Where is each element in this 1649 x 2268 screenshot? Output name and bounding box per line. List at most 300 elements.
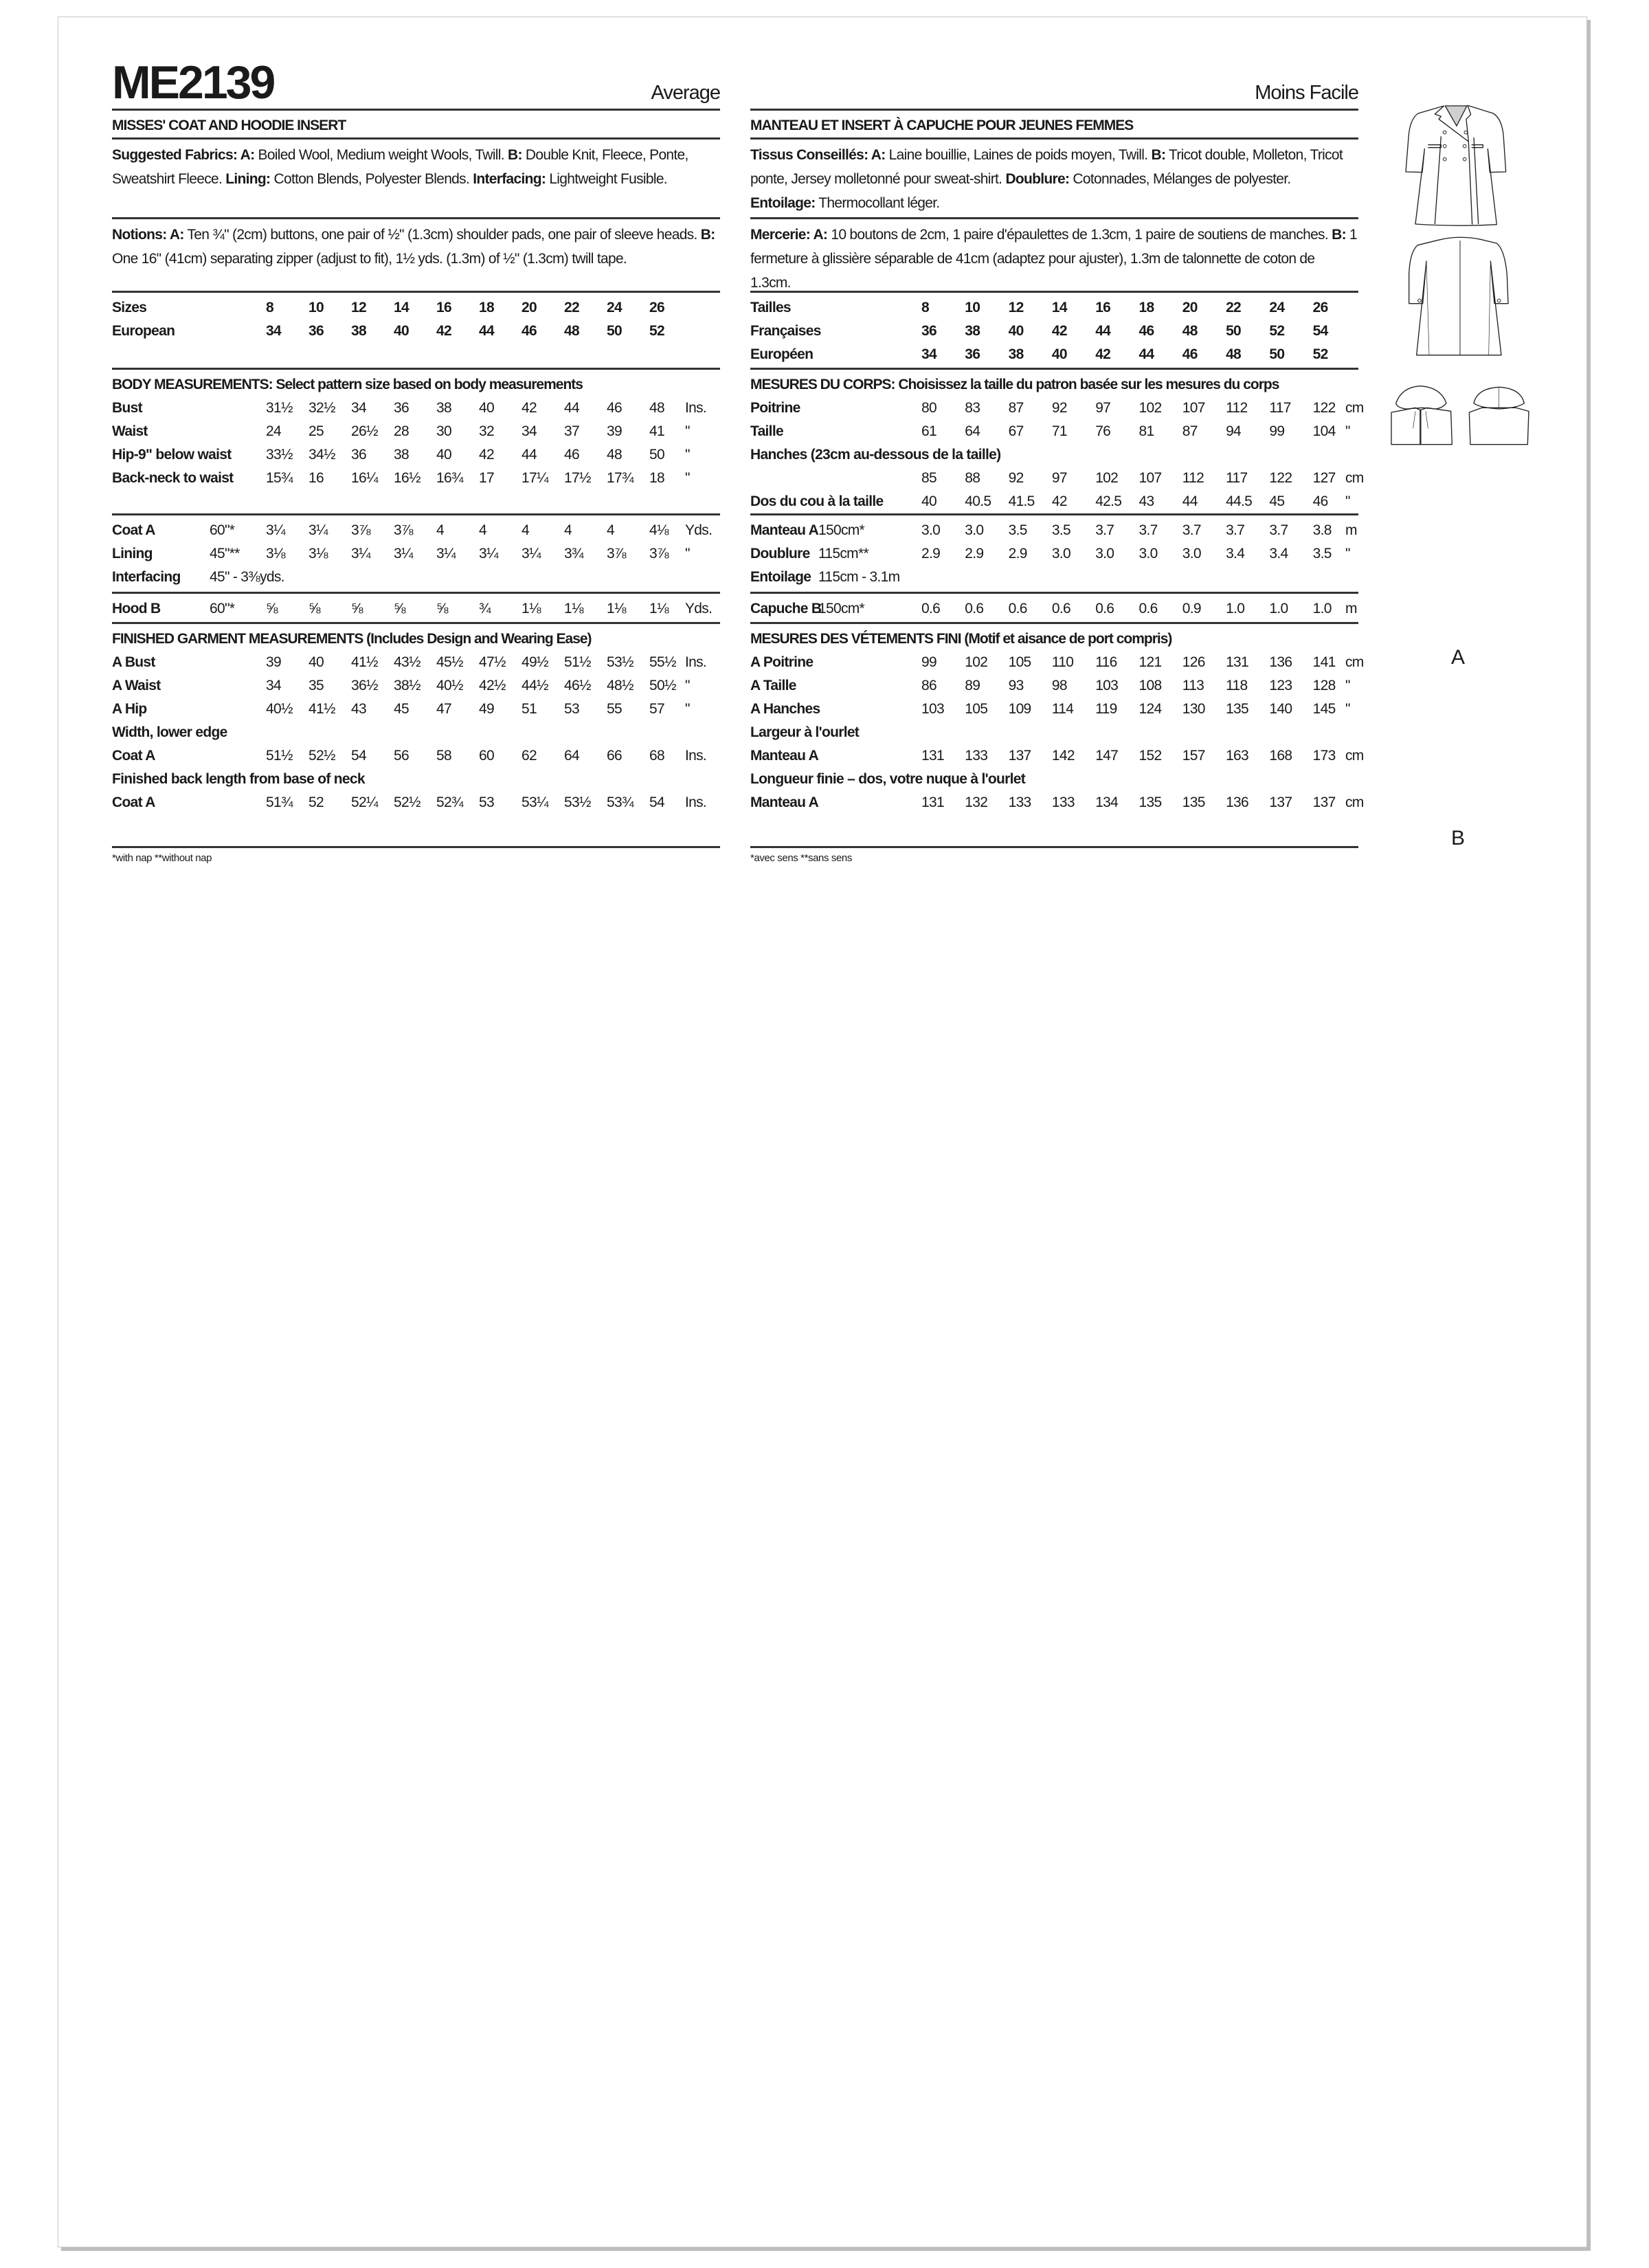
- cell-value: 110: [1051, 654, 1074, 670]
- cell-value: 130: [1182, 701, 1205, 717]
- cell-value: 50: [649, 447, 664, 463]
- cell-value: 10: [309, 300, 324, 315]
- unit: Yds.: [685, 601, 713, 616]
- cell-value: 32: [479, 423, 494, 439]
- cell-value: 133: [965, 748, 988, 764]
- field-text: One 16" (41cm) separating zipper (adjust to fit), 1½ yds. (1.3m) of ½" (1.3cm) twill tape.: [112, 251, 627, 267]
- unit: ": [685, 701, 690, 717]
- cell-value: 64: [564, 748, 579, 764]
- table-row: [112, 296, 720, 320]
- cell-value: 42: [1095, 346, 1111, 362]
- row-label: European: [112, 323, 175, 339]
- cell-value: 3.7: [1226, 522, 1245, 538]
- cell-value: 127: [1312, 470, 1336, 486]
- coat-front-drawing: [1406, 105, 1506, 225]
- cell-value: 80: [921, 400, 936, 416]
- row-values: [266, 744, 692, 768]
- finished-measurements: [112, 622, 720, 846]
- field-text: Double Knit, Fleece, Ponte, Sweatshirt Fleece.: [112, 147, 688, 187]
- cell-value: 1⅛: [649, 601, 669, 616]
- cell-value: 114: [1051, 701, 1074, 717]
- cell-value: 0.6: [1008, 601, 1027, 616]
- cell-value: 2.9: [965, 546, 984, 562]
- cell-value: 39: [607, 423, 622, 439]
- cell-value: 124: [1138, 701, 1162, 717]
- cell-value: 3.5: [1312, 546, 1332, 562]
- cell-value: 3¼: [479, 546, 498, 562]
- cell-value: 47½: [479, 654, 506, 670]
- cell-value: 3.7: [1269, 522, 1288, 538]
- cell-value: 24: [266, 423, 281, 439]
- cell-value: 34: [266, 323, 281, 339]
- cell-value: 52: [309, 794, 324, 810]
- cell-value: 16: [1095, 300, 1111, 315]
- row-label: A Poitrine: [750, 654, 814, 670]
- row-label: Bust: [112, 400, 142, 416]
- cell-value: 35: [309, 678, 324, 693]
- row-label: Lining: [112, 546, 153, 562]
- suggested-fabrics: [112, 137, 720, 217]
- row-label: Taille: [750, 423, 783, 439]
- table-row: [750, 320, 1358, 343]
- sizes-table-fr: [750, 291, 1358, 368]
- table-row: [112, 768, 720, 791]
- finished-measurements-rows-fr: [750, 651, 1364, 814]
- difficulty-level-fr: Moins Facile: [1255, 82, 1358, 104]
- cell-value: 40: [309, 654, 324, 670]
- cell-value: 94: [1226, 423, 1242, 439]
- row-values: [921, 674, 1356, 698]
- cell-value: 34: [351, 400, 366, 416]
- row-values: [921, 698, 1356, 721]
- cell-value: 3¼: [266, 522, 285, 538]
- row-label: Width, lower edge: [112, 724, 227, 740]
- cell-value: 16½: [394, 470, 420, 486]
- cell-value: 147: [1095, 748, 1119, 764]
- unit: Yds.: [685, 522, 713, 538]
- hood-yardage-fr: [750, 592, 1358, 622]
- cell-value: 103: [921, 701, 944, 717]
- sizes-table: [112, 291, 720, 368]
- cell-value: 8: [266, 300, 273, 315]
- pattern-title: MISSES' COAT AND HOODIE INSERT: [112, 118, 346, 133]
- cell-value: 0.6: [965, 601, 984, 616]
- cell-value: 40: [394, 323, 409, 339]
- english-column: [112, 0, 720, 887]
- cell-value: 40: [921, 493, 936, 509]
- cell-value: 61: [921, 423, 936, 439]
- cell-value: 43½: [394, 654, 420, 670]
- body-measurements-rows: [112, 397, 720, 490]
- cell-value: 49: [479, 701, 494, 717]
- cell-value: 40.5: [965, 493, 991, 509]
- cell-value: 53: [564, 701, 579, 717]
- unit: m: [1345, 601, 1357, 616]
- cell-value: ⅝: [351, 601, 363, 616]
- table-row: [112, 467, 720, 490]
- row-label: Waist: [112, 423, 148, 439]
- field-text: Tricot double, Molleton, Tricot ponte, Jersey molletonné pour sweat-shirt.: [750, 147, 1343, 187]
- cell-value: 46: [564, 447, 579, 463]
- row-values: [266, 397, 692, 420]
- body-measurements-header: BODY MEASUREMENTS: Select pattern size based on body measurements: [112, 377, 583, 392]
- cell-value: 54: [649, 794, 664, 810]
- cell-value: 103: [1095, 678, 1119, 693]
- cell-value: 53¼: [521, 794, 548, 810]
- row-label: Françaises: [750, 323, 821, 339]
- table-row: [750, 443, 1358, 467]
- cell-value: 16: [436, 300, 451, 315]
- cell-value: 68: [649, 748, 664, 764]
- cell-value: 18: [1138, 300, 1154, 315]
- cell-value: 107: [1138, 470, 1162, 486]
- fabric-width: 150cm*: [818, 522, 865, 538]
- cell-value: 48: [607, 447, 622, 463]
- fabric-width: 60"*: [210, 522, 235, 538]
- cell-value: 44: [564, 400, 579, 416]
- french-column: [750, 0, 1364, 887]
- cell-value: 71: [1051, 423, 1067, 439]
- cell-value: 53: [479, 794, 494, 810]
- cell-value: 52¾: [436, 794, 463, 810]
- cell-value: 41½: [309, 701, 335, 717]
- cell-value: 56: [394, 748, 409, 764]
- cell-value: 50: [607, 323, 622, 339]
- cell-value: 38: [1008, 346, 1024, 362]
- yardage-table: [112, 513, 720, 592]
- cell-value: 8: [921, 300, 929, 315]
- cell-value: 62: [521, 748, 537, 764]
- cell-value: 3.4: [1226, 546, 1245, 562]
- cell-value: 2.9: [921, 546, 941, 562]
- cell-value: 85: [921, 470, 936, 486]
- footnote: *with nap **without nap: [112, 846, 720, 887]
- cell-value: 46: [1182, 346, 1198, 362]
- cell-value: 0.6: [1138, 601, 1158, 616]
- cell-value: 52: [649, 323, 664, 339]
- cell-value: 49½: [521, 654, 548, 670]
- cell-value: 92: [1051, 400, 1067, 416]
- cell-value: 52¼: [351, 794, 378, 810]
- table-row: [750, 420, 1358, 443]
- row-values: [921, 791, 1356, 814]
- row-values: [921, 744, 1356, 768]
- cell-value: 44: [1138, 346, 1154, 362]
- cell-value: 98: [1051, 678, 1067, 693]
- cell-value: 112: [1182, 470, 1204, 486]
- field-label: Suggested Fabrics: A:: [112, 147, 255, 163]
- cell-value: 99: [921, 654, 936, 670]
- fabric-width: 150cm*: [818, 601, 865, 616]
- cell-value: 54: [1312, 323, 1328, 339]
- cell-value: 42: [521, 400, 537, 416]
- cell-value: 40: [1051, 346, 1067, 362]
- cell-value: 17¾: [607, 470, 633, 486]
- unit: ": [685, 546, 690, 562]
- cell-value: 117: [1226, 470, 1248, 486]
- cell-value: 36: [351, 447, 366, 463]
- cell-value: 44: [479, 323, 494, 339]
- unit: Ins.: [685, 400, 707, 416]
- cell-value: 46: [607, 400, 622, 416]
- finished-measurements-header: FINISHED GARMENT MEASUREMENTS (Includes Design and Wearing Ease): [112, 631, 592, 647]
- table-row: [750, 566, 1358, 589]
- field-text: Cotonnades, Mélanges de polyester.: [1069, 171, 1291, 187]
- cell-value: 48½: [607, 678, 633, 693]
- cell-value: 137: [1008, 748, 1031, 764]
- cell-value: 1.0: [1269, 601, 1288, 616]
- cell-value: 22: [1226, 300, 1242, 315]
- cell-value: 108: [1138, 678, 1162, 693]
- body-measurements-header-fr: MESURES DU CORPS: Choisissez la taille du patron basée sur les mesures du corps: [750, 377, 1279, 392]
- unit: Ins.: [685, 794, 707, 810]
- cell-value: 53½: [607, 654, 633, 670]
- cell-value: 17½: [564, 470, 591, 486]
- cell-value: 3¼: [394, 546, 413, 562]
- cell-value: 67: [1008, 423, 1024, 439]
- table-row: [112, 320, 720, 343]
- cell-value: 1⅛: [564, 601, 583, 616]
- cell-value: 123: [1269, 678, 1292, 693]
- cell-value: 14: [1051, 300, 1067, 315]
- unit: cm: [1345, 470, 1364, 486]
- table-row: [750, 490, 1358, 513]
- cell-value: 15¾: [266, 470, 293, 486]
- cell-value: 40: [479, 400, 494, 416]
- cell-value: ⅝: [309, 601, 320, 616]
- row-values: [266, 542, 692, 566]
- cell-value: 12: [351, 300, 366, 315]
- cell-value: 113: [1182, 678, 1204, 693]
- cell-value: 86: [921, 678, 936, 693]
- table-row: [750, 674, 1358, 698]
- cell-value: 119: [1095, 701, 1117, 717]
- field-label: B:: [1332, 227, 1346, 243]
- unit: ": [685, 678, 690, 693]
- cell-value: 133: [1051, 794, 1075, 810]
- table-row: [750, 721, 1358, 744]
- cell-value: 38: [394, 447, 409, 463]
- row-values: [266, 698, 692, 721]
- cell-value: 53½: [564, 794, 591, 810]
- cell-value: ⅝: [394, 601, 405, 616]
- cell-value: 2.9: [1008, 546, 1027, 562]
- cell-value: 64: [965, 423, 980, 439]
- row-values: [266, 519, 692, 542]
- cell-value: 3.0: [1138, 546, 1158, 562]
- cell-value: 104: [1312, 423, 1336, 439]
- cell-value: 102: [1138, 400, 1162, 416]
- cell-value: 81: [1138, 423, 1154, 439]
- table-row: [750, 651, 1364, 674]
- cell-value: 105: [1008, 654, 1031, 670]
- field-label: Notions: A:: [112, 227, 184, 243]
- hood-yardage: [112, 592, 720, 622]
- cell-value: 3⅞: [607, 546, 626, 562]
- cell-value: 46: [1312, 493, 1328, 509]
- cell-value: 4: [521, 522, 529, 538]
- row-values: [921, 651, 1356, 674]
- pattern-title-section-fr: [750, 109, 1358, 137]
- hood-front-drawing: [1391, 386, 1452, 445]
- cell-value: 1⅛: [521, 601, 541, 616]
- cell-value: 4⅛: [649, 522, 669, 538]
- cell-value: 3.0: [965, 522, 984, 538]
- cell-value: 122: [1269, 470, 1292, 486]
- unit: cm: [1345, 400, 1364, 416]
- table-row: [112, 791, 720, 814]
- cell-value: 1.0: [1312, 601, 1332, 616]
- cell-value: 0.6: [1095, 601, 1114, 616]
- field-label: Tissus Conseillés: A:: [750, 147, 886, 163]
- cell-value: 3.7: [1138, 522, 1158, 538]
- cell-value: 32½: [309, 400, 335, 416]
- finished-measurements-fr: [750, 622, 1364, 846]
- table-row: [112, 519, 720, 542]
- fabric-width: 60"*: [210, 601, 235, 616]
- field-label: Mercerie: A:: [750, 227, 828, 243]
- cell-value: 43: [351, 701, 366, 717]
- pattern-number: ME2139: [112, 56, 274, 109]
- cell-value: 57: [649, 701, 664, 717]
- cell-value: 132: [965, 794, 988, 810]
- cell-value: 122: [1312, 400, 1336, 416]
- cell-value: 107: [1182, 400, 1205, 416]
- cell-value: 55½: [649, 654, 676, 670]
- hood-back-drawing: [1469, 387, 1529, 444]
- row-label: Poitrine: [750, 400, 800, 416]
- table-row: [112, 744, 720, 768]
- row-label: Entoilage: [750, 569, 811, 585]
- row-label: Longueur finie – dos, votre nuque à l'ourlet: [750, 771, 1026, 787]
- cell-value: 58: [436, 748, 451, 764]
- table-row: [112, 651, 720, 674]
- row-label: Manteau A: [750, 794, 819, 810]
- cell-value: 51: [521, 701, 537, 717]
- row-label: Finished back length from base of neck: [112, 771, 365, 787]
- cell-value: 89: [965, 678, 980, 693]
- cell-value: 0.6: [921, 601, 941, 616]
- cell-value: 25: [309, 423, 324, 439]
- row-label: Tailles: [750, 300, 791, 315]
- field-text: Cotton Blends, Polyester Blends.: [270, 171, 473, 187]
- cell-value: 36: [965, 346, 980, 362]
- table-row: [750, 296, 1358, 320]
- cell-value: 41: [649, 423, 664, 439]
- cell-value: 83: [965, 400, 980, 416]
- cell-value: 3¼: [436, 546, 456, 562]
- row-label: Sizes: [112, 300, 147, 315]
- cell-value: 50½: [649, 678, 676, 693]
- cell-value: 140: [1269, 701, 1292, 717]
- cell-value: 3¼: [521, 546, 541, 562]
- cell-value: 44: [521, 447, 537, 463]
- cell-value: 168: [1269, 748, 1292, 764]
- cell-value: 42.5: [1095, 493, 1122, 509]
- table-row: [750, 542, 1358, 566]
- cell-value: 66: [607, 748, 622, 764]
- row-values: [266, 597, 692, 621]
- field-text: Lightweight Fusible.: [546, 171, 667, 187]
- suggested-fabrics-fr: [750, 137, 1358, 217]
- cell-value: 41½: [351, 654, 378, 670]
- cell-value: 31½: [266, 400, 293, 416]
- cell-value: 28: [394, 423, 409, 439]
- table-row: [750, 698, 1358, 721]
- field-text: Ten ¾" (2cm) buttons, one pair of ½" (1.3cm) shoulder pads, one pair of sleeve heads.: [183, 227, 701, 243]
- cell-value: 4: [479, 522, 486, 538]
- row-values: [266, 320, 692, 343]
- cell-value: 22: [564, 300, 579, 315]
- row-label: A Hip: [112, 701, 147, 717]
- cell-value: 26: [1312, 300, 1328, 315]
- row-values: [266, 296, 692, 320]
- row-values: [921, 597, 1356, 621]
- row-values: [266, 443, 692, 467]
- cell-value: 141: [1312, 654, 1336, 670]
- field-label: Entoilage:: [750, 195, 816, 211]
- cell-value: 116: [1095, 654, 1117, 670]
- cell-value: 45: [394, 701, 409, 717]
- fabric-width: 115cm - 3.1m: [818, 569, 900, 585]
- pattern-title-fr: MANTEAU ET INSERT À CAPUCHE POUR JEUNES FEMMES: [750, 118, 1134, 133]
- cell-value: ⅝: [436, 601, 448, 616]
- cell-value: 40½: [436, 678, 463, 693]
- cell-value: 48: [564, 323, 579, 339]
- cell-value: 173: [1312, 748, 1336, 764]
- footnote-fr: *avec sens **sans sens: [750, 846, 1358, 887]
- cell-value: 1⅛: [607, 601, 626, 616]
- cell-value: 3.0: [921, 522, 941, 538]
- cell-value: 3.7: [1182, 522, 1201, 538]
- cell-value: 76: [1095, 423, 1111, 439]
- cell-value: 45: [1269, 493, 1285, 509]
- unit: Ins.: [685, 748, 707, 764]
- cell-value: 93: [1008, 678, 1024, 693]
- cell-value: 44: [1095, 323, 1111, 339]
- cell-value: 51½: [564, 654, 591, 670]
- cell-value: 135: [1226, 701, 1249, 717]
- cell-value: 16¾: [436, 470, 463, 486]
- field-text: Boiled Wool, Medium weight Wools, Twill.: [254, 147, 508, 163]
- cell-value: 3¾: [564, 546, 583, 562]
- cell-value: 126: [1182, 654, 1205, 670]
- cell-value: 46: [521, 323, 537, 339]
- cell-value: 14: [394, 300, 409, 315]
- row-values: [266, 651, 692, 674]
- finished-measurements-header-fr: MESURES DES VÉTEMENTS FINI (Motif et aisance de port compris): [750, 631, 1172, 647]
- cell-value: 52: [1312, 346, 1328, 362]
- cell-value: 17¼: [521, 470, 548, 486]
- cell-value: 87: [1008, 400, 1024, 416]
- cell-value: 48: [1226, 346, 1242, 362]
- row-label: Doublure: [750, 546, 810, 562]
- row-label: Coat A: [112, 794, 155, 810]
- cell-value: 48: [649, 400, 664, 416]
- cell-value: 26½: [351, 423, 378, 439]
- header: [112, 0, 720, 109]
- cell-value: 40½: [266, 701, 293, 717]
- body-measurements-fr: [750, 368, 1364, 513]
- cell-value: 51¾: [266, 794, 293, 810]
- cell-value: 43: [1138, 493, 1154, 509]
- cell-value: 134: [1095, 794, 1119, 810]
- cell-value: 38: [965, 323, 980, 339]
- cell-value: 136: [1226, 794, 1249, 810]
- cell-value: 133: [1008, 794, 1031, 810]
- row-values: [921, 467, 1356, 490]
- cell-value: 36½: [351, 678, 378, 693]
